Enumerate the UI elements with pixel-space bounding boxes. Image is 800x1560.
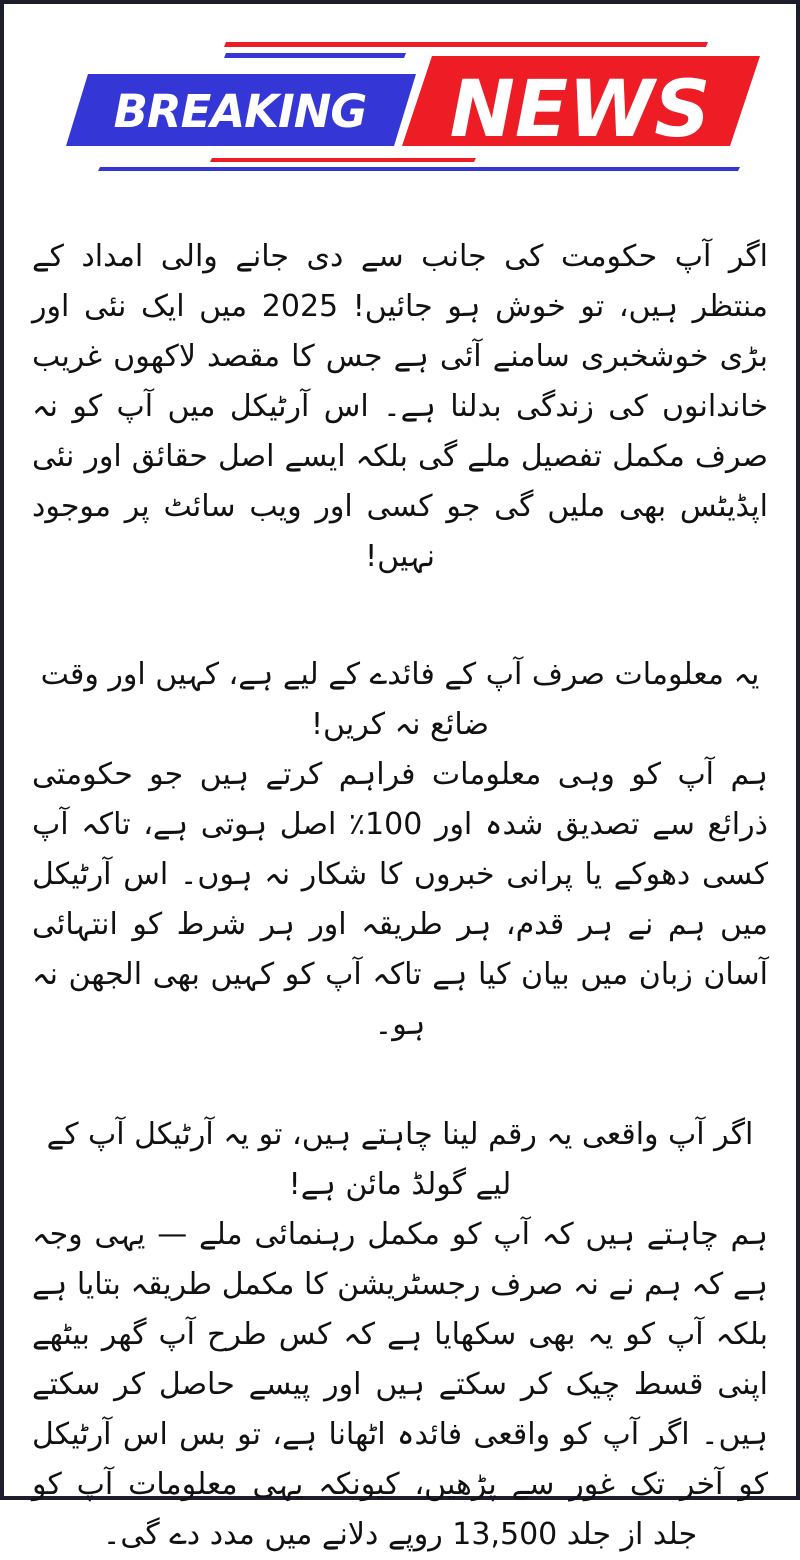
banner-top-stripe-red: [224, 42, 708, 47]
banner-word-breaking: BREAKING: [113, 85, 367, 138]
paragraph-guidance: ہم چاہتے ہیں کہ آپ کو مکمل رہنمائی ملے — یہی وجہ ہے کہ ہم نے نہ صرف رجسٹریشن کا مکمل طریقہ بتایا ہے بلکہ آپ کو یہ بھی سکھایا ہے کہ کس طرح آپ گھر بیٹھے اپنی قسط چیک کر سکتے ہیں اور پیسے حاصل کر سکتے ہیں۔ اگر آپ کو واقعی فائدہ اٹھانا ہے، تو بس اس آرٹیکل کو آخر تک غور سے پڑھیں، کیونکہ یہی معلومات آپ کو جلد از جلد 13,500 روپے دلانے میں مدد دے گی۔: [32, 1217, 768, 1552]
paragraph-intro: اگر آپ حکومت کی جانب سے دی جانے والی امداد کے منتظر ہیں، تو خوش ہو جائیں! 2025 میں ایک نئی اور بڑی خوشخبری سامنے آئی ہے جس کا مقصد لاکھوں غریب خاندانوں کی زندگی بدلنا ہے۔ اس آرٹیکل میں آپ کو نہ صرف مکمل تفصیل ملے گی بلکہ ایسے اصل حقائق اور نئی اپڈیٹس بھی ملیں گی جو کسی اور ویب سائٹ پر موجود نہیں!: [32, 239, 769, 574]
paragraph-verified-info: ہم آپ کو وہی معلومات فراہم کرتے ہیں جو حکومتی ذرائع سے تصدیق شدہ اور 100٪ اصل ہوتی ہے، تاکہ آپ کسی دھوکے یا پرانی خبروں کا شکار نہ ہوں۔ اس آرٹیکل میں ہم نے ہر قدم، ہر طریقہ اور ہر شرط کو انتہائی آسان زبان میں بیان کیا ہے تاکہ آپ کو کہیں بھی الجھن نہ ہو۔: [32, 757, 768, 1042]
article-body: [32, 232, 768, 1560]
banner-bottom-stripe-red: [210, 158, 476, 162]
paragraph-note: یہ معلومات صرف آپ کے فائدے کے لیے ہے، کہیں اور وقت ضائع نہ کریں!: [40, 657, 760, 742]
breaking-news-banner: [0, 0, 800, 190]
banner-top-stripe-blue: [224, 53, 406, 58]
banner-word-news: NEWS: [449, 65, 711, 155]
paragraph-gold-mine: اگر آپ واقعی یہ رقم لینا چاہتے ہیں، تو یہ آرٹیکل آپ کے لیے گولڈ مائن ہے!: [46, 1117, 754, 1202]
banner-bottom-stripe-blue: [98, 167, 740, 171]
